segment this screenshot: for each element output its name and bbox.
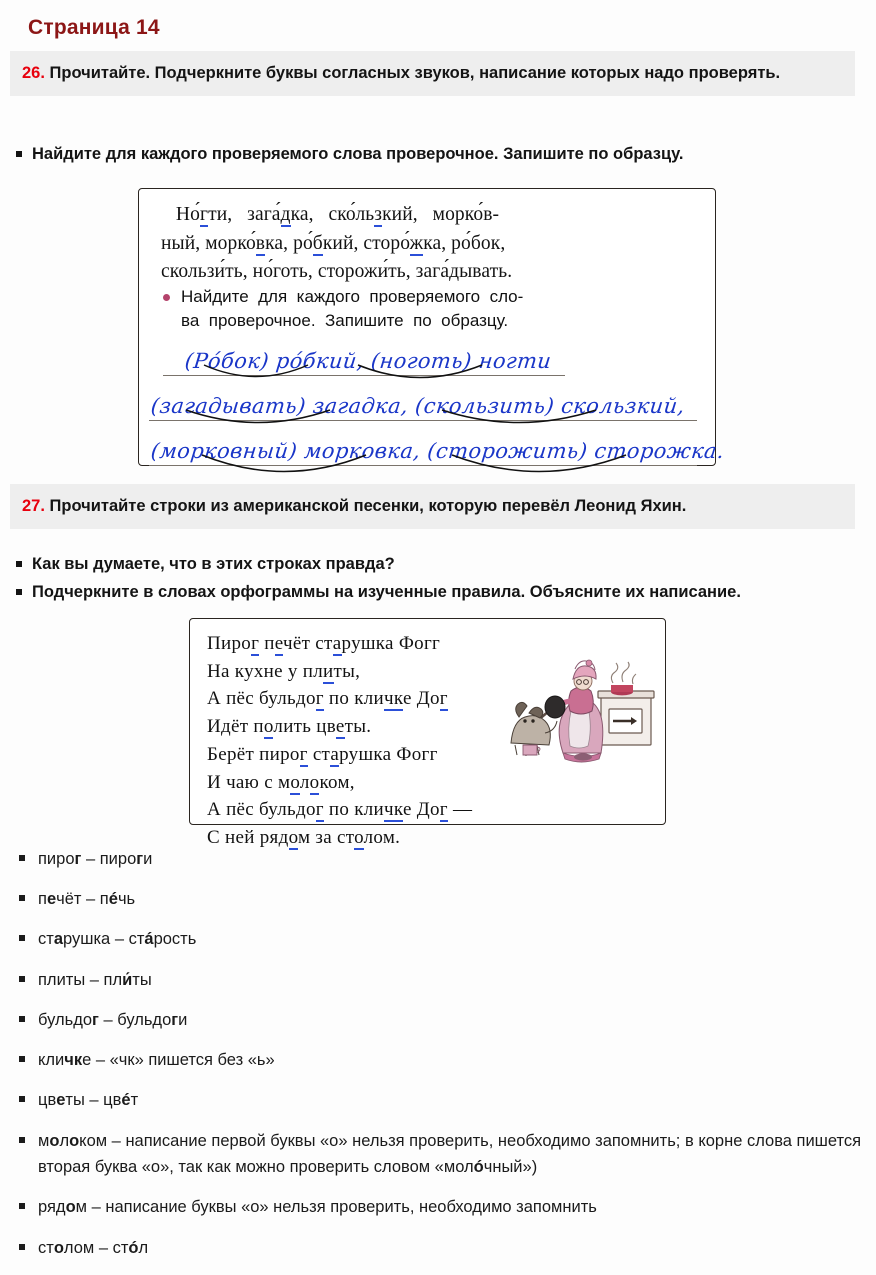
poem-line-7: А пёс бульдог по кличке Дог —	[207, 799, 473, 821]
poem-line-4: Идёт полить цветы.	[207, 716, 372, 738]
exercise-26-scan-box	[138, 188, 726, 466]
handwriting-line-1: (Ро́бок) ро́бкий, (ноготь) ногти	[183, 349, 553, 373]
handwriting-row-1	[149, 337, 705, 382]
poem-line-2: На кухне у плиты,	[207, 660, 361, 682]
answer-item-9: рядом – написание буквы «о» нельзя проверить, необходимо запомнить	[10, 1194, 866, 1221]
poem-line-1: Пирог печёт старушка Фогг	[207, 633, 441, 654]
exercise-26-number: 26.	[22, 64, 45, 82]
answer-item-4: плиты – пли́ты	[10, 967, 866, 994]
answer-item-1: пирог – пироги	[10, 846, 866, 873]
scan-inner-task-line-1: Найдите для каждого проверяемого сло-	[181, 287, 524, 306]
scan-inner-task-line-2: ва проверочное. Запишите по образцу.	[181, 311, 509, 331]
old-woman-at-stove-with-dog-illustration	[505, 657, 655, 769]
answer-item-2: печёт – пéчь	[10, 886, 866, 913]
handwriting-line-3: (морковный) морковка, (сторожить) сторожка.	[149, 439, 726, 463]
exercise-27-task-bullet-2: Подчеркните в словах орфограммы на изученные правила. Объясните их написание.	[10, 581, 876, 604]
answer-item-10: столом – стóл	[10, 1235, 866, 1262]
poem-line-8: С ней рядом за столом.	[207, 827, 401, 849]
poem-line-3: А пёс бульдог по кличке Дог	[207, 688, 448, 710]
answer-item-7: цветы – цвéт	[10, 1087, 866, 1114]
answer-item-8: молоком – написание первой буквы «о» нельзя проверить, необходимо запомнить; в корне слова пишется вторая буква «о», так как можно проверить словом «молóчный»)	[10, 1128, 866, 1181]
exercise-26-instruction: Прочитайте. Подчеркните буквы согласных звуков, написание которых надо проверять.	[49, 64, 781, 82]
page-title: Страница 14	[28, 16, 160, 39]
answer-item-5: бульдог – бульдоги	[10, 1007, 866, 1034]
handwriting-row-3	[149, 427, 726, 472]
scan-word-list	[161, 201, 701, 287]
scan-word-line-1: Но́гти, зага́дка, ско́льзкий, морко́в-	[161, 204, 500, 225]
poem-line-6: И чаю с молоком,	[207, 771, 355, 793]
exercise-27-poem-box	[189, 618, 666, 849]
exercise-27-number: 27.	[22, 497, 45, 515]
handwriting-row-2	[149, 382, 705, 427]
scan-inner-task	[161, 285, 701, 333]
poem-line-5: Берёт пирог старушка Фогг	[207, 743, 438, 765]
exercise-27-header	[10, 484, 855, 529]
answer-item-3: старушка – стáрость	[10, 926, 866, 953]
answers-list	[10, 846, 866, 1275]
arc-connector-6	[449, 454, 629, 482]
scan-word-line-2: ный, морко́вка, ро́бкий, сторо́жка, ро́бок,	[161, 232, 506, 254]
scan-word-line-3: скользи́ть, но́готь, сторожи́ть, зага́дывать.	[161, 261, 513, 283]
exercise-27-instruction: Прочитайте строки из американской песенки, которую перевёл Леонид Яхин.	[49, 497, 687, 515]
handwritten-answer-area	[149, 337, 726, 472]
exercise-27-task-bullet-1: Как вы думаете, что в этих строках правда?	[10, 553, 872, 576]
handwriting-line-2: (загадывать) загадка, (скользить) скользкий,	[149, 394, 686, 418]
exercise-26-task-bullet: Найдите для каждого проверяемого слова проверочное. Запишите по образцу.	[10, 143, 872, 166]
answer-item-6: кличке – «чк» пишется без «ь»	[10, 1047, 866, 1074]
arc-connector-5	[199, 454, 369, 482]
poem-text	[207, 630, 472, 852]
exercise-26-header	[10, 51, 855, 96]
